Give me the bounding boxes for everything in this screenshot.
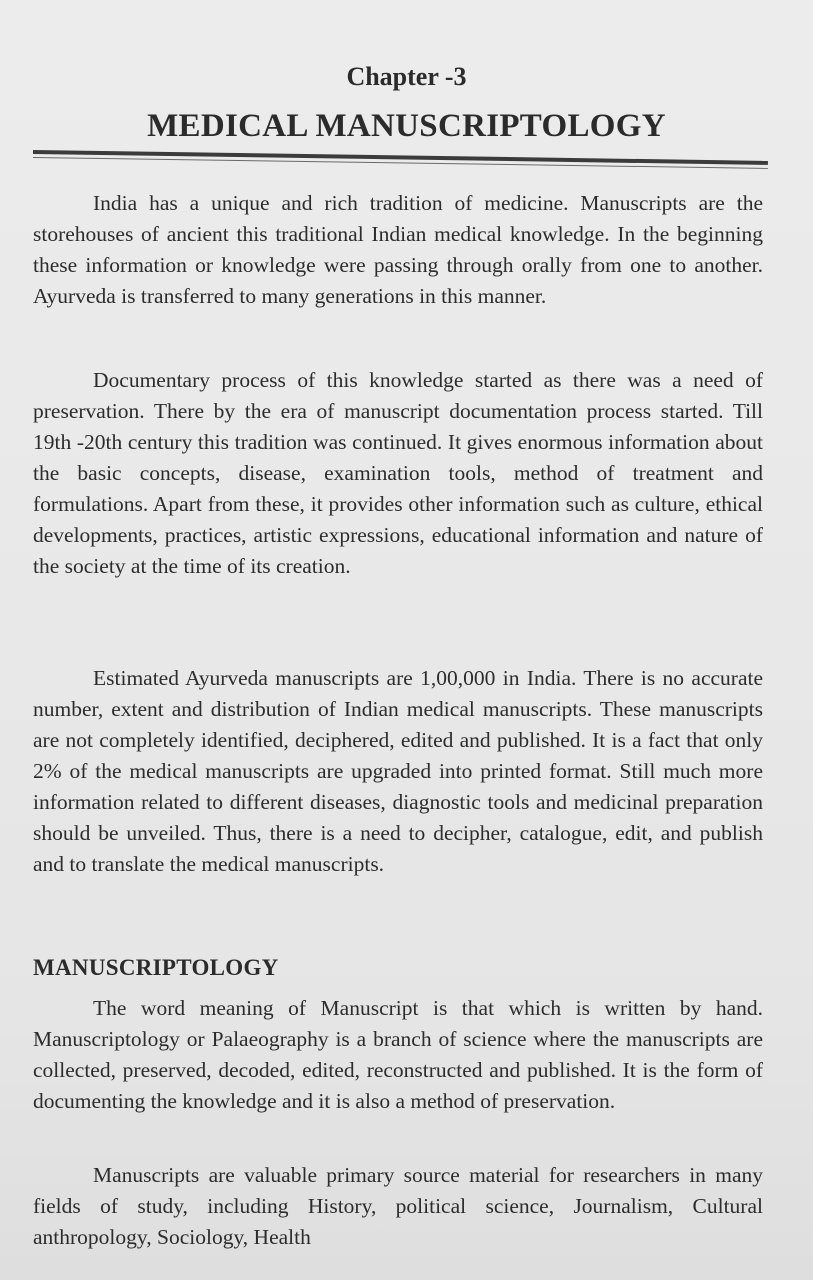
section-heading: MANUSCRIPTOLOGY [33,955,279,980]
paragraph-intro: India has a unique and rich tradition of medicine. Manuscripts are the storehouses of ancient this traditional Indian medical knowledge. In the beginning these information or knowledge were passing through orally from one to another. Ayurveda is transferred to many generations in this manner. [33,191,763,308]
paragraph-documentation: Documentary process of this knowledge started as there was a need of preservation. There by the era of manuscript documentation process started. Till 19th -20th century this tradition was continued. It gives enormous information about the basic concepts, disease, examination tools, method of treatment and formulations. Apart from these, it provides other information such as culture, ethical developments, practices, artistic expressions, educational information and nature of the society at the time of its creation. [33,368,763,578]
paragraph-estimates: Estimated Ayurveda manuscripts are 1,00,000 in India. There is no accurate number, extent and distribution of Indian medical manuscripts. These manuscripts are not completely identified, deciphered, edited and published. It is a fact that only 2% of the medical manuscripts are upgraded into printed format. Still much more information related to different diseases, diagnostic tools and medicinal preparation should be unveiled. Thus, there is a need to decipher, catalogue, edit, and publish and to translate the medical manuscripts. [33,666,763,876]
paragraph-sources: Manuscripts are valuable primary source material for researchers in many fields of study, including History, political science, Journalism, Cultural anthropology, Sociology, Health [33,1163,763,1249]
chapter-number: Chapter -3 [346,62,467,91]
paragraph-definition: The word meaning of Manuscript is that which is written by hand. Manuscriptology or Palaeography is a branch of science where the manuscripts are collected, preserved, decoded, edited, reconstructed and published. It is the form of documenting the knowledge and it is also a method of preservation. [33,996,763,1113]
chapter-title: MEDICAL MANUSCRIPTOLOGY [147,108,666,144]
